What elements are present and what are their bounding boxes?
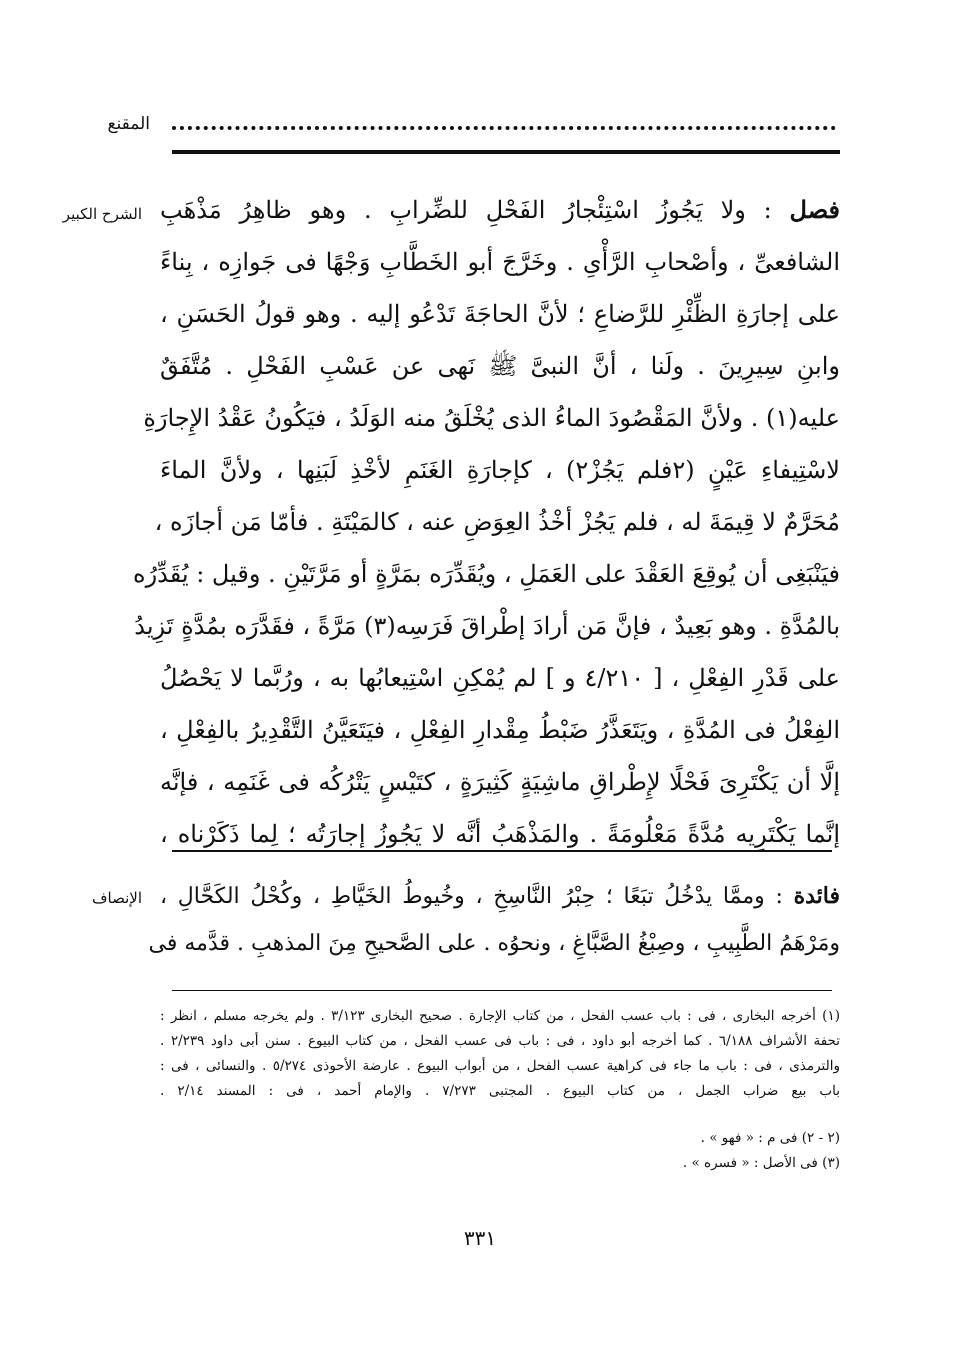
page-number: ٣٣١ bbox=[463, 1226, 497, 1250]
main-line: لاسْتِيفاءِ عَيْنٍ (٢فلم يَجُزْ٢) ، كإجارَةِ الغَنَمِ لأخْذِ لَبَنِها ، ولأنَّ الماءَ bbox=[160, 456, 840, 484]
section-lead: فصل bbox=[789, 195, 840, 224]
faida-line: ومَرْهَمُ الطَّبِيبِ ، وصِبْغُ الصَّبَّاغِ ، ونحوُه . على الصَّحيحِ مِنَ المذهبِ . قدَّمه فى bbox=[148, 931, 840, 956]
footnote-line: باب بيع ضراب الجمل ، من كتاب البيوع . المجتبى ٧/٢٧٣ . والإمام أحمد ، فى : المسند ٢/١٤ . bbox=[160, 1083, 841, 1099]
footnote-line: تحفة الأشراف ٦/١٨٨ . كما أخرجه أبو داود ، فى : باب فى عسب الفحل ، من كتاب البيوع . سنن أبى داود ٢/٢٣٩ . bbox=[160, 1033, 840, 1049]
main-line: وابنِ سِيرِينَ . ولَنا ، أنَّ النبىَّ ﷺ نَهى عن عَسْبِ الفَحْلِ . مُتَّفَقٌ bbox=[160, 352, 840, 380]
side-label-insaf: الإنصاف bbox=[91, 889, 142, 907]
main-line: إنَّما يَكْتَرِيه مُدَّةً مَعْلُومَةً . والمَذْهَبُ أنَّه لا يَجُوزُ إجارَتُه ؛ لِما ذَكَرْناه ، bbox=[160, 820, 840, 848]
main-line: الشافعىِّ ، وأصْحابِ الرَّأْىِ . وخَرَّجَ أبو الخَطَّابِ وَجْهًا فى جَوازِه ، بِناءً bbox=[160, 248, 840, 276]
header-thick-rule bbox=[172, 150, 840, 154]
main-line: فيَنْبَغِى أن يُوقِعَ العَقْدَ على العَمَلِ ، ويُقَدِّرَه بمَرَّةٍ أو مَرَّتَيْنِ . وقيل : يُقَدِّرُه bbox=[133, 560, 840, 588]
main-line: مُحَرَّمٌ لا قِيمَةَ له ، فلم يَجُزْ أخْذُ العِوَضِ عنه ، كالمَيْتَةِ . فأمّا مَن أجازَه ، bbox=[154, 508, 840, 536]
footnote-divider bbox=[172, 990, 832, 991]
running-header-title: المقنع bbox=[107, 114, 150, 134]
main-line: على إجارَةِ الظِّئْرِ للرَّضاعِ ؛ لأنَّ الحاجَةَ تَدْعُو إليه . وهو قولُ الحَسَنِ ، bbox=[160, 300, 840, 328]
faida-line: فائدة : وممَّا يدْخُلُ تبَعًا ؛ حِبْرُ النَّاسِخِ ، وخُيوطُ الخَيَّاطِ ، وكُحْلُ الكَحَّالِ ، bbox=[160, 883, 840, 909]
footnotes bbox=[160, 1004, 840, 1176]
footnote-2: (٢ - ٢) فى م : « فهو » . bbox=[700, 1130, 840, 1146]
footnote-line: والترمذى ، فى : باب ما جاء فى كراهية عسب الفحل ، من أبواب البيوع . عارضة الأحوذى ٥/٢٧٤ . والنسائى ، فى : bbox=[160, 1058, 840, 1074]
main-line: فصل : ولا يَجُوزُ اسْتِئْجارُ الفَحْلِ للضِّرابِ . وهو ظاهِرُ مَذْهَبِ bbox=[160, 195, 840, 224]
main-line: الفِعْلُ فى المُدَّةِ ، ويَتَعَذَّرُ ضَبْطُ مِقْدارِ الفِعْلِ ، فيَتَعَيَّنُ التَّقْدِيرُ بالفِعْلِ ، bbox=[160, 716, 840, 744]
faida-text bbox=[148, 872, 840, 968]
main-line: بالمُدَّةِ . وهو بَعِيدٌ ، فإنَّ مَن أرادَ إطْراقَ فَرَسِه(٣) مَرَّةً ، فقَدَّرَه بمُدَّةٍ تَزِيدُ bbox=[134, 612, 840, 640]
section-divider bbox=[172, 850, 832, 852]
main-body-text bbox=[133, 184, 841, 860]
main-line: عليه(١) . ولأنَّ المَقْصُودَ الماءُ الذى يُخْلَقُ منه الوَلَدُ ، فيَكُونُ عَقْدُ الإِجارَةِ bbox=[143, 404, 840, 432]
footnote-line: (١) أخرجه البخارى ، فى : باب عسب الفحل ، من كتاب الإجارة . صحيح البخارى ٣/١٢٣ . ولم يخرجه مسلم ، انظر : bbox=[160, 1008, 840, 1024]
main-line: إلَّا أن يَكْتَرِىَ فَحْلًا لإِطْراقِ ماشِيَةٍ كَثِيرَةٍ ، كتَيْسٍ يَتْرُكُه فى غَنَمِه ، فإنَّه bbox=[160, 768, 841, 796]
faida-lead: فائدة bbox=[793, 883, 840, 909]
header-dotted-rule bbox=[172, 126, 836, 130]
side-label-sharh: الشرح الكبير bbox=[62, 205, 142, 223]
main-line: على قَدْرِ الفِعْلِ ، [ ٤/٢١٠ و ] لم يُمْكِنِ اسْتِيعابُها به ، ورُبَّما لا يَحْصُلُ bbox=[160, 664, 841, 692]
footnote-3: (٣) فى الأصل : « فسره » . bbox=[682, 1155, 840, 1171]
